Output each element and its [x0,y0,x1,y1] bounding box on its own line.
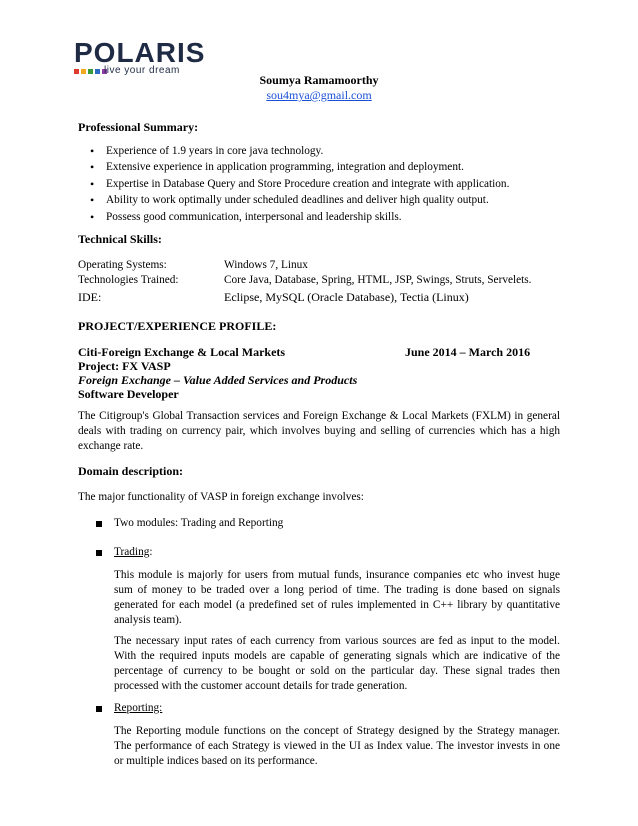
summary-item: • Extensive experience in application programming, integration and deployment. [78,159,578,175]
summary-item: • Possess good communication, interpersonal and leadership skills. [78,209,578,225]
skill-value: Windows 7, Linux [224,259,308,271]
square-bullet-icon [96,706,102,712]
modules-item: Two modules: Trading and Reporting [114,517,284,529]
logo-tagline: live your dream [104,65,180,76]
skill-value: Core Java, Database, Spring, HTML, JSP, Swings, Struts, Servelets. [224,274,532,286]
summary-list [78,143,578,225]
trading-label: Trading [114,546,150,558]
skill-row [78,274,532,286]
trading-paragraph-1: This module is majorly for users from mutual funds, insurance companies etc who invest huge sum of money to be traded over a long period of time. The trading is done based on signals generated for each model (a predefined set of rules implemented in C++ library by quantitative analysis team). [114,569,560,626]
skill-label: Technologies Trained: [78,274,179,286]
logo-brand: POLARIS [74,37,206,68]
trading-item [114,545,153,560]
project-subtitle: Foreign Exchange – Value Added Services and Products [78,373,358,387]
square-bullet-icon [96,521,102,527]
domain-intro: The major functionality of VASP in foreign exchange involves: [78,491,364,503]
job-role: Software Developer [78,387,179,401]
skill-value: Eclipse, MySQL (Oracle Database), Tectia (Linux) [224,290,469,304]
candidate-email-link[interactable]: sou4mya@gmail.com [266,88,372,102]
skill-label: IDE: [78,290,102,304]
trading-paragraph-2: The necessary input rates of each currency from various sources are fed as input to the model. With the required inputs models are capable of generating signals which are indicative of the percentage of currency to be bought or sold on the particular day. These signal trades then processed with the customer account details for trade generation. [114,635,560,692]
company-logo [74,38,204,78]
summary-item: • Expertise in Database Query and Store Procedure creation and integrate with application. [78,176,578,192]
skills-heading: Technical Skills: [78,232,162,246]
reporting-label: Reporting: [114,702,163,714]
experience-intro: The Citigroup's Global Transaction services and Foreign Exchange & Local Markets (FXLM) in general deals with trading on currency pair, which involves buying and selling of currencies which has a high exchange rate. [78,410,560,452]
skill-row [78,290,469,305]
skill-label: Operating Systems: [78,259,167,271]
project-name: Project: FX VASP [78,359,171,373]
candidate-name: Soumya Ramamoorthy [259,73,379,87]
experience-heading: PROJECT/EXPERIENCE PROFILE: [78,319,277,333]
skill-row [78,259,308,271]
employment-dates: June 2014 – March 2016 [405,345,531,359]
domain-heading: Domain description: [78,464,183,478]
summary-item: • Experience of 1.9 years in core java technology. [78,143,578,159]
trading-suffix: : [149,546,153,558]
summary-heading: Professional Summary: [78,120,199,134]
reporting-paragraph-1: The Reporting module functions on the concept of Strategy designed by the Strategy manager. The performance of each Strategy is viewed in the UI as Index value. The investor invests in one or multiple indices based on its performance. [114,725,560,767]
company-name: Citi-Foreign Exchange & Local Markets [78,345,286,359]
square-bullet-icon [96,550,102,556]
summary-item: • Ability to work optimally under scheduled deadlines and deliver high quality output. [78,192,578,208]
